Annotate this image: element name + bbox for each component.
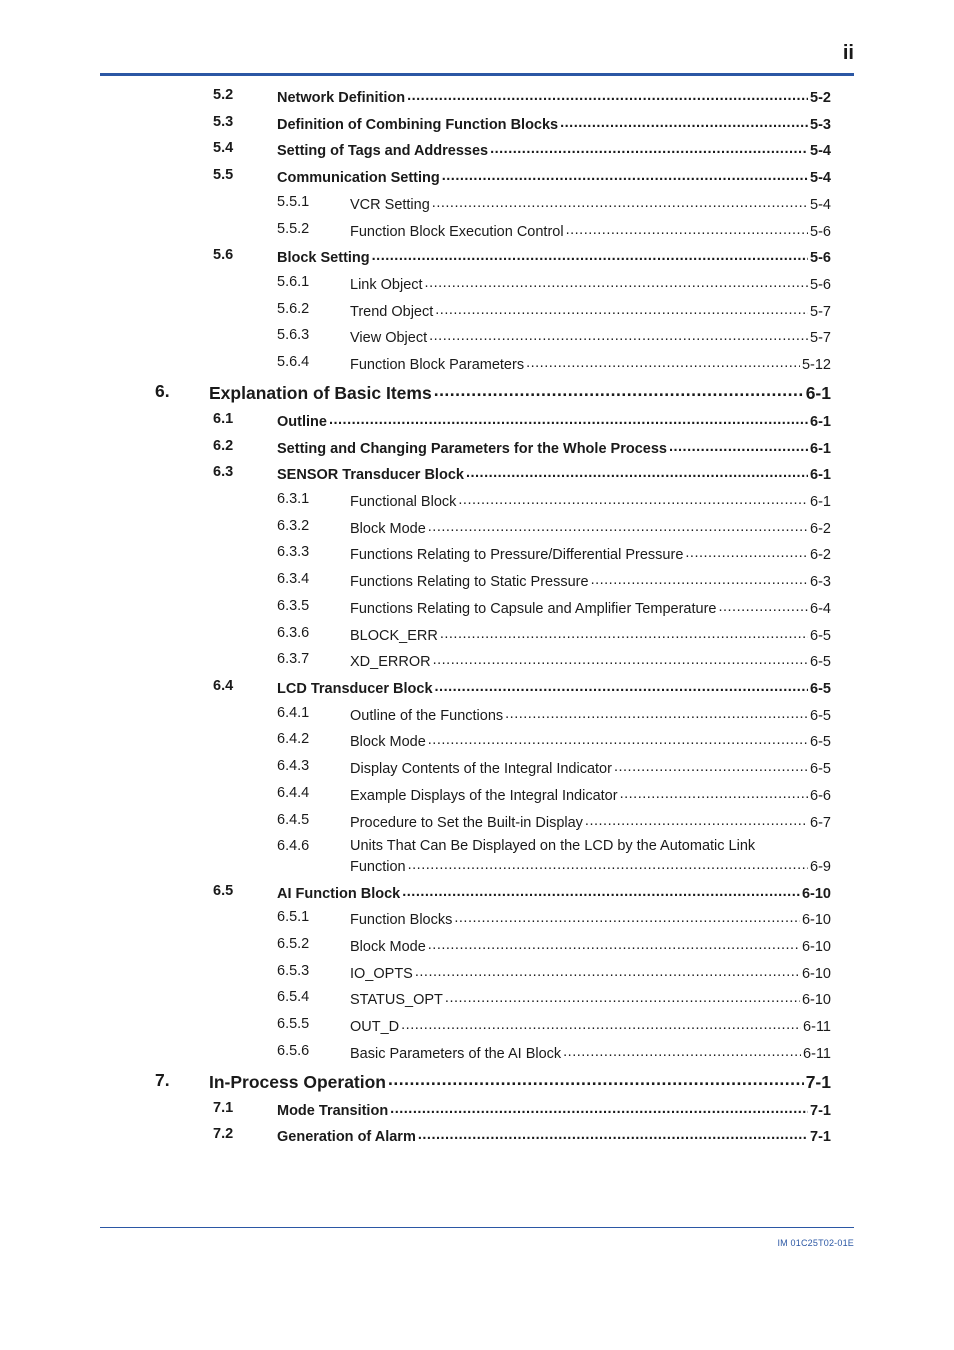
footer-rule <box>100 1227 854 1228</box>
dot-leader <box>435 678 809 693</box>
dot-leader <box>454 909 800 924</box>
toc-entry-title: Basic Parameters of the AI Block <box>350 1045 562 1062</box>
dot-leader <box>669 438 808 453</box>
toc-entry-number: 5.6.2 <box>277 301 310 317</box>
dot-leader <box>440 625 808 640</box>
dot-leader <box>433 651 808 666</box>
toc-entry-title: Outline of the Functions <box>350 707 504 724</box>
toc-entry-title: AI Function Block <box>277 885 401 902</box>
toc-entry-number: 6.5.4 <box>277 989 310 1005</box>
toc-entry-title: In-Process Operation <box>209 1071 386 1092</box>
toc-entry-page: 5-4 <box>810 196 831 213</box>
toc-entry-title: Functions Relating to Capsule and Amplifier Temperature <box>350 600 717 617</box>
toc-entry-title: OUT_D <box>350 1018 400 1035</box>
toc-entry-title: Units That Can Be Displayed on the LCD by the Automatic Link <box>350 838 756 854</box>
toc-entry-number: 6.5.5 <box>277 1016 310 1032</box>
dot-leader <box>442 167 808 182</box>
toc-entry-title: Procedure to Set the Built-in Display <box>350 814 583 831</box>
dot-leader <box>435 301 808 316</box>
dot-leader <box>614 758 808 773</box>
toc-entry-title: VCR Setting <box>350 196 430 213</box>
toc-entry-title: Block Mode <box>350 733 426 750</box>
toc-entry-title-line2: Function <box>350 858 406 875</box>
toc-entry-number: 7.1 <box>213 1100 234 1116</box>
dot-leader <box>408 856 808 871</box>
toc-entry-title: Link Object <box>350 276 423 293</box>
dot-leader <box>425 274 808 289</box>
toc-entry-number: 5.5.1 <box>277 194 310 210</box>
toc-entry-title: IO_OPTS <box>350 965 413 982</box>
toc-entry-number: 7.2 <box>213 1126 234 1142</box>
toc-entry-number: 6.4.5 <box>277 812 310 828</box>
toc-entry-title: Explanation of Basic Items <box>209 382 432 403</box>
toc-entry-number: 6.3.6 <box>277 625 310 641</box>
toc-entry-title: Display Contents of the Integral Indicator <box>350 760 612 777</box>
dot-leader <box>428 518 808 533</box>
toc-entry-number: 6.5.2 <box>277 936 310 952</box>
toc-entry-page: 6-11 <box>803 1018 831 1035</box>
toc-entry-number: 6.3.2 <box>277 518 310 534</box>
toc-entry-title: Mode Transition <box>277 1102 389 1119</box>
dot-leader <box>401 1016 801 1031</box>
toc-entry-number: 5.5 <box>213 167 234 183</box>
toc-entry-number: 5.6.1 <box>277 274 310 290</box>
dot-leader <box>718 598 808 613</box>
dot-leader <box>388 1070 804 1088</box>
toc-entry-number: 6.5.1 <box>277 909 310 925</box>
toc-entry-number: 6.4.6 <box>277 838 310 854</box>
toc-entry-page: 6-11 <box>803 1045 831 1062</box>
toc-entry-page: 6-4 <box>810 600 831 617</box>
toc-entry-title: Function Block Execution Control <box>350 223 564 240</box>
toc-entry-title: BLOCK_ERR <box>350 627 438 644</box>
header-rule <box>100 73 854 76</box>
toc-entry-page: 6-5 <box>810 760 831 777</box>
toc-entry-number: 6.3.7 <box>277 651 310 667</box>
toc-entry-number: 5.6.3 <box>277 327 310 343</box>
toc-entry-title: Setting and Changing Parameters for the Whole Process <box>277 440 667 457</box>
toc-entry-title: Communication Setting <box>277 169 440 186</box>
toc-entry-page: 6-3 <box>810 573 831 590</box>
dot-leader <box>591 571 808 586</box>
toc-entry-page: 5-4 <box>810 169 831 186</box>
toc-entry-title: Block Setting <box>277 249 370 266</box>
toc-entry-page: 6-10 <box>801 885 831 902</box>
toc-entry-number: 5.5.2 <box>277 221 310 237</box>
toc-entry-title: Definition of Combining Function Blocks <box>277 116 559 133</box>
toc-entry-title: Network Definition <box>277 89 406 106</box>
dot-leader <box>329 411 808 426</box>
toc-entry-page: 6-9 <box>810 858 831 875</box>
toc-entry-page: 6-10 <box>801 965 831 982</box>
toc-entry-number: 6.3.1 <box>277 491 310 507</box>
toc-entry-title: Function Blocks <box>350 911 453 928</box>
page-number: ii <box>842 42 854 64</box>
dot-leader <box>407 87 808 102</box>
dot-leader <box>429 327 808 342</box>
toc-entry-number: 6.5.3 <box>277 963 310 979</box>
toc-entry-page: 6-5 <box>810 707 831 724</box>
toc-entry-title: Block Mode <box>350 938 426 955</box>
dot-leader <box>466 464 808 479</box>
toc-entry-title: Functions Relating to Pressure/Differential Pressure <box>350 546 684 563</box>
toc-entry-page: 6-1 <box>810 413 831 430</box>
toc-entry-page: 6-1 <box>810 493 831 510</box>
toc-entry-page: 6-2 <box>810 520 831 537</box>
toc-entry-page: 6-2 <box>810 546 831 563</box>
dot-leader <box>526 354 800 369</box>
dot-leader <box>490 140 808 155</box>
toc-entry-number: 7. <box>155 1070 170 1090</box>
toc-entry-page: 5-6 <box>810 223 831 240</box>
dot-leader <box>458 491 808 506</box>
toc-entry-page: 6-1 <box>810 440 831 457</box>
toc-entry-page: 6-6 <box>810 787 831 804</box>
toc-entry-page: 5-7 <box>810 329 831 346</box>
toc-entry-title: Block Mode <box>350 520 426 537</box>
toc-entry-number: 6.4.2 <box>277 731 310 747</box>
toc-entry-page: 6-10 <box>801 938 831 955</box>
toc-entry-page: 6-7 <box>810 814 831 831</box>
toc-entry-page: 6-5 <box>810 627 831 644</box>
dot-leader <box>402 883 800 898</box>
toc-entry-number: 5.6 <box>213 247 234 263</box>
toc-entry-number: 6.4.1 <box>277 705 310 721</box>
dot-leader <box>432 194 808 209</box>
toc-entry-page: 5-6 <box>810 249 831 266</box>
toc-entry-title: Function Block Parameters <box>350 356 525 373</box>
toc-entry-title: Setting of Tags and Addresses <box>277 142 489 159</box>
toc-entry-number: 6.4 <box>213 678 234 694</box>
toc-entry-title: Functional Block <box>350 493 457 510</box>
toc-entry-number: 6.3.5 <box>277 598 310 614</box>
toc-entry-number: 6.3.3 <box>277 544 310 560</box>
dot-leader <box>415 963 800 978</box>
dot-leader <box>428 936 800 951</box>
toc-entry-page: 5-2 <box>810 89 831 106</box>
toc-entry-title: View Object <box>350 329 428 346</box>
toc-entry-page: 6-5 <box>810 680 831 697</box>
toc-entry-page: 5-12 <box>801 356 831 373</box>
toc-entry-title: SENSOR Transducer Block <box>277 466 464 483</box>
toc-entry-page: 6-10 <box>801 911 831 928</box>
toc-entry-number: 5.3 <box>213 114 234 130</box>
toc-entry-title: Trend Object <box>350 303 434 320</box>
dot-leader <box>585 812 808 827</box>
toc-entry-number: 5.6.4 <box>277 354 310 370</box>
toc-entry-page: 7-1 <box>805 1071 831 1092</box>
toc-entry-page: 5-7 <box>810 303 831 320</box>
toc-entry-page: 5-4 <box>810 142 831 159</box>
toc-entry-page: 5-3 <box>810 116 831 133</box>
toc-entry-number: 6.5.6 <box>277 1043 310 1059</box>
dot-leader <box>445 989 800 1004</box>
toc-entry-page: 7-1 <box>810 1102 831 1119</box>
toc-entry-number: 5.2 <box>213 87 234 103</box>
dot-leader <box>418 1126 808 1141</box>
dot-leader <box>566 221 808 236</box>
toc-entry-page: 7-1 <box>810 1128 831 1145</box>
toc-entry-number: 6.1 <box>213 411 234 427</box>
dot-leader <box>563 1043 801 1058</box>
toc-entry-page: 6-1 <box>810 466 831 483</box>
toc-entry-number: 6.5 <box>213 883 234 899</box>
toc-entry-page: 5-6 <box>810 276 831 293</box>
dot-leader <box>505 705 808 720</box>
dot-leader <box>428 731 808 746</box>
toc-entry-number: 6.3.4 <box>277 571 310 587</box>
dot-leader <box>372 247 808 262</box>
toc-entry-page: 6-10 <box>801 991 831 1008</box>
toc-entry-number: 6. <box>155 381 170 401</box>
toc-entry-title: Functions Relating to Static Pressure <box>350 573 589 590</box>
toc-entry-page: 6-1 <box>805 382 831 403</box>
toc-entry-number: 6.4.3 <box>277 758 310 774</box>
dot-leader <box>560 114 808 129</box>
toc-entry-number: 6.3 <box>213 464 234 480</box>
toc-entry-page: 6-5 <box>810 733 831 750</box>
toc-entry-number: 5.4 <box>213 140 234 156</box>
toc-entry-page: 6-5 <box>810 653 831 670</box>
dot-leader <box>685 544 808 559</box>
toc-entry-title: Outline <box>277 413 327 430</box>
toc-entry-title: STATUS_OPT <box>350 991 443 1008</box>
toc-entry-title: Generation of Alarm <box>277 1128 416 1145</box>
dot-leader <box>390 1100 808 1115</box>
toc-entry-number: 6.4.4 <box>277 785 310 801</box>
document-id: IM 01C25T02-01E <box>777 1238 854 1248</box>
toc-entry-title: Example Displays of the Integral Indicator <box>350 787 618 804</box>
dot-leader <box>434 381 804 399</box>
dot-leader <box>620 785 808 800</box>
toc-entry-number: 6.2 <box>213 438 234 454</box>
toc-entry-title: LCD Transducer Block <box>277 680 433 697</box>
toc-entry-title: XD_ERROR <box>350 653 431 670</box>
